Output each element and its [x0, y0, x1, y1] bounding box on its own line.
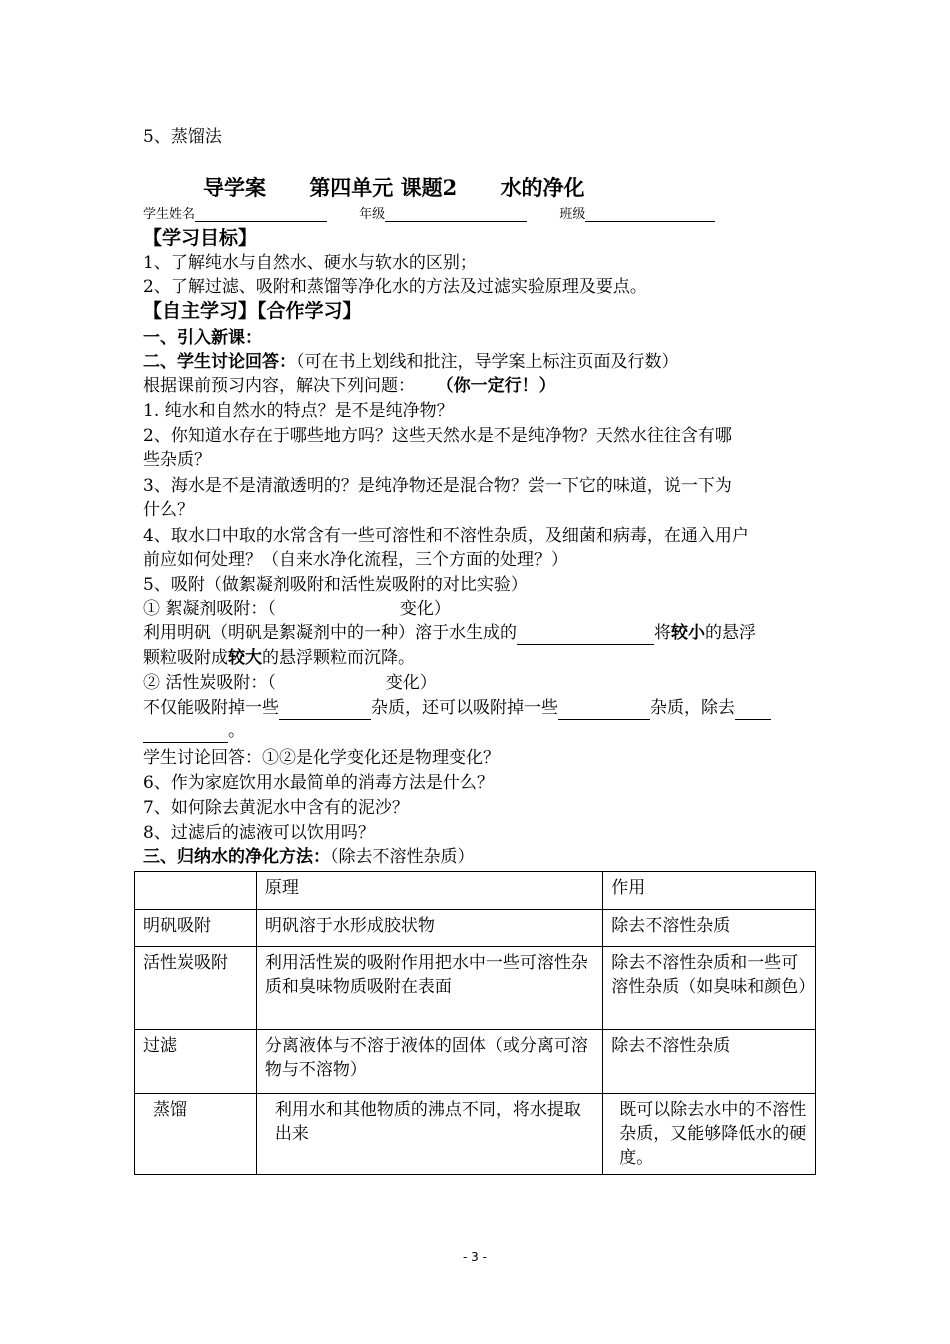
- page-number: - 3 -: [463, 1250, 487, 1264]
- question-8: 8、过滤后的滤液可以饮用吗？: [143, 823, 375, 843]
- flocculant-change: 变化）: [399, 599, 451, 619]
- adsorption-1-text: [143, 621, 756, 645]
- table-header-cell: 原理: [256, 872, 602, 910]
- adsorption-1-label: [143, 597, 451, 621]
- table-row: [135, 1030, 816, 1094]
- grade-label: 年级: [359, 207, 386, 222]
- adsorption-2-end: [143, 719, 245, 743]
- section-3-title: 三、归纳水的净化方法：: [143, 847, 330, 867]
- method-principle: 利用水和其他物质的沸点不同，将水提取出来: [256, 1094, 602, 1175]
- title-part3: 水的净化: [500, 175, 585, 200]
- question-3-line2: 什么？: [143, 500, 194, 520]
- table-header-cell: [135, 872, 257, 910]
- class-label: 班级: [559, 207, 586, 222]
- section-3-note: （除去不溶性杂质）: [330, 847, 475, 867]
- question-2-line2: 些杂质？: [143, 450, 211, 470]
- grade-field: [359, 203, 527, 222]
- adsorption-2-label: [143, 671, 437, 695]
- question-1: 1. 纯水和自然水的特点？是不是纯净物？: [143, 401, 454, 421]
- section-3: [143, 845, 475, 869]
- alum-blank: [517, 626, 654, 645]
- name-label: 学生姓名: [143, 207, 196, 222]
- name-blank: [195, 208, 327, 222]
- question-2-line1: 2、你知道水存在于哪些地方吗？这些天然水是不是纯净物？天然水往往含有哪: [143, 426, 732, 446]
- method-name: 过滤: [135, 1030, 257, 1094]
- alum-text-1: 利用明矾（明矾是絮凝剂中的一种）溶于水生成的: [143, 623, 517, 643]
- carbon-blank-1: [279, 701, 371, 720]
- alum-text-2: 将: [654, 623, 671, 643]
- title-part1: 导学案: [203, 175, 266, 200]
- section-2-note: （可在书上划线和批注，导学案上标注页面及行数）: [296, 352, 679, 372]
- class-blank: [585, 208, 715, 222]
- table-row: [135, 947, 816, 1030]
- alum-text-5: 的悬浮颗粒而沉降。: [262, 648, 415, 668]
- question-4-line1: 4、取水口中取的水常含有一些可溶性和不溶性杂质，及细菌和病毒，在通入用户: [143, 526, 749, 546]
- method-principle: 利用活性炭的吸附作用把水中一些可溶性杂质和臭味物质吸附在表面: [256, 947, 602, 1030]
- intro-line: [143, 374, 556, 398]
- top-item: 5、蒸馏法: [143, 127, 222, 147]
- discussion-question: 学生讨论回答：①②是化学变化还是物理变化？: [143, 748, 500, 768]
- alum-larger: 较大: [228, 648, 262, 668]
- table-row: [135, 1094, 816, 1175]
- section-2-title: 二、学生讨论回答：: [143, 352, 296, 372]
- carbon-label: ② 活性炭吸附：（: [143, 673, 276, 693]
- objective-2: 2、了解过滤、吸附和蒸馏等净化水的方法及过滤实验原理及要点。: [143, 277, 647, 297]
- carbon-blank-2: [558, 701, 650, 720]
- name-field: [143, 203, 327, 222]
- method-principle: 明矾溶于水形成胶状物: [256, 910, 602, 947]
- carbon-text-1: 不仅能吸附掉一些: [143, 698, 279, 718]
- method-name: 明矾吸附: [135, 910, 257, 947]
- carbon-blank-3: [735, 701, 771, 720]
- question-5: 5、吸附（做絮凝剂吸附和活性炭吸附的对比实验）: [143, 575, 528, 595]
- method-name: 活性炭吸附: [135, 947, 257, 1030]
- method-effect: 除去不溶性杂质: [603, 1030, 816, 1094]
- method-name: 蒸馏: [135, 1094, 257, 1175]
- table-header-cell: 作用: [603, 872, 816, 910]
- purification-table: [134, 871, 816, 1175]
- intro-encourage: （你一定行！）: [436, 376, 556, 396]
- section-2: [143, 350, 679, 374]
- question-4-line2: 前应如何处理？（自来水净化流程，三个方面的处理？）: [143, 550, 568, 570]
- adsorption-2-text: [143, 696, 771, 720]
- carbon-text-2: 杂质，还可以吸附掉一些: [371, 698, 558, 718]
- carbon-blank-4: [143, 724, 228, 743]
- flocculant-label: ① 絮凝剂吸附：（: [143, 599, 276, 619]
- title-part2: 第四单元 课题2: [309, 175, 458, 200]
- table-row: [135, 910, 816, 947]
- objective-1: 1、了解纯水与自然水、硬水与软水的区别；: [143, 253, 477, 273]
- carbon-change: 变化）: [385, 673, 437, 693]
- method-effect: 除去不溶性杂质: [603, 910, 816, 947]
- question-6: 6、作为家庭饮用水最简单的消毒方法是什么？: [143, 773, 494, 793]
- page-title: [203, 172, 621, 202]
- alum-text-3: 的悬浮: [705, 623, 756, 643]
- method-effect: 除去不溶性杂质和一些可溶性杂质（如臭味和颜色）: [603, 947, 816, 1030]
- grade-blank: [385, 208, 527, 222]
- student-info: [143, 203, 743, 222]
- alum-text-4: 颗粒吸附成: [143, 648, 228, 668]
- table-header-row: [135, 872, 816, 910]
- question-3-line1: 3、海水是不是清澈透明的？是纯净物还是混合物？尝一下它的味道，说一下为: [143, 476, 732, 496]
- alum-smaller: 较小: [671, 623, 705, 643]
- carbon-period: 。: [228, 721, 245, 741]
- intro-text: 根据课前预习内容，解决下列问题：: [143, 376, 415, 396]
- carbon-text-3: 杂质，除去: [650, 698, 735, 718]
- class-field: [559, 203, 715, 222]
- method-effect: 既可以除去水中的不溶性杂质，又能够降低水的硬度。: [603, 1094, 816, 1175]
- section-1: 一、引入新课：: [143, 328, 262, 348]
- question-7: 7、如何除去黄泥水中含有的泥沙？: [143, 798, 409, 818]
- study-heading: 【自主学习】【合作学习】: [143, 300, 362, 322]
- adsorption-1-text-2: [143, 646, 415, 670]
- method-principle: 分离液体与不溶于液体的固体（或分离可溶物与不溶物）: [256, 1030, 602, 1094]
- objectives-heading: 【学习目标】: [143, 227, 258, 249]
